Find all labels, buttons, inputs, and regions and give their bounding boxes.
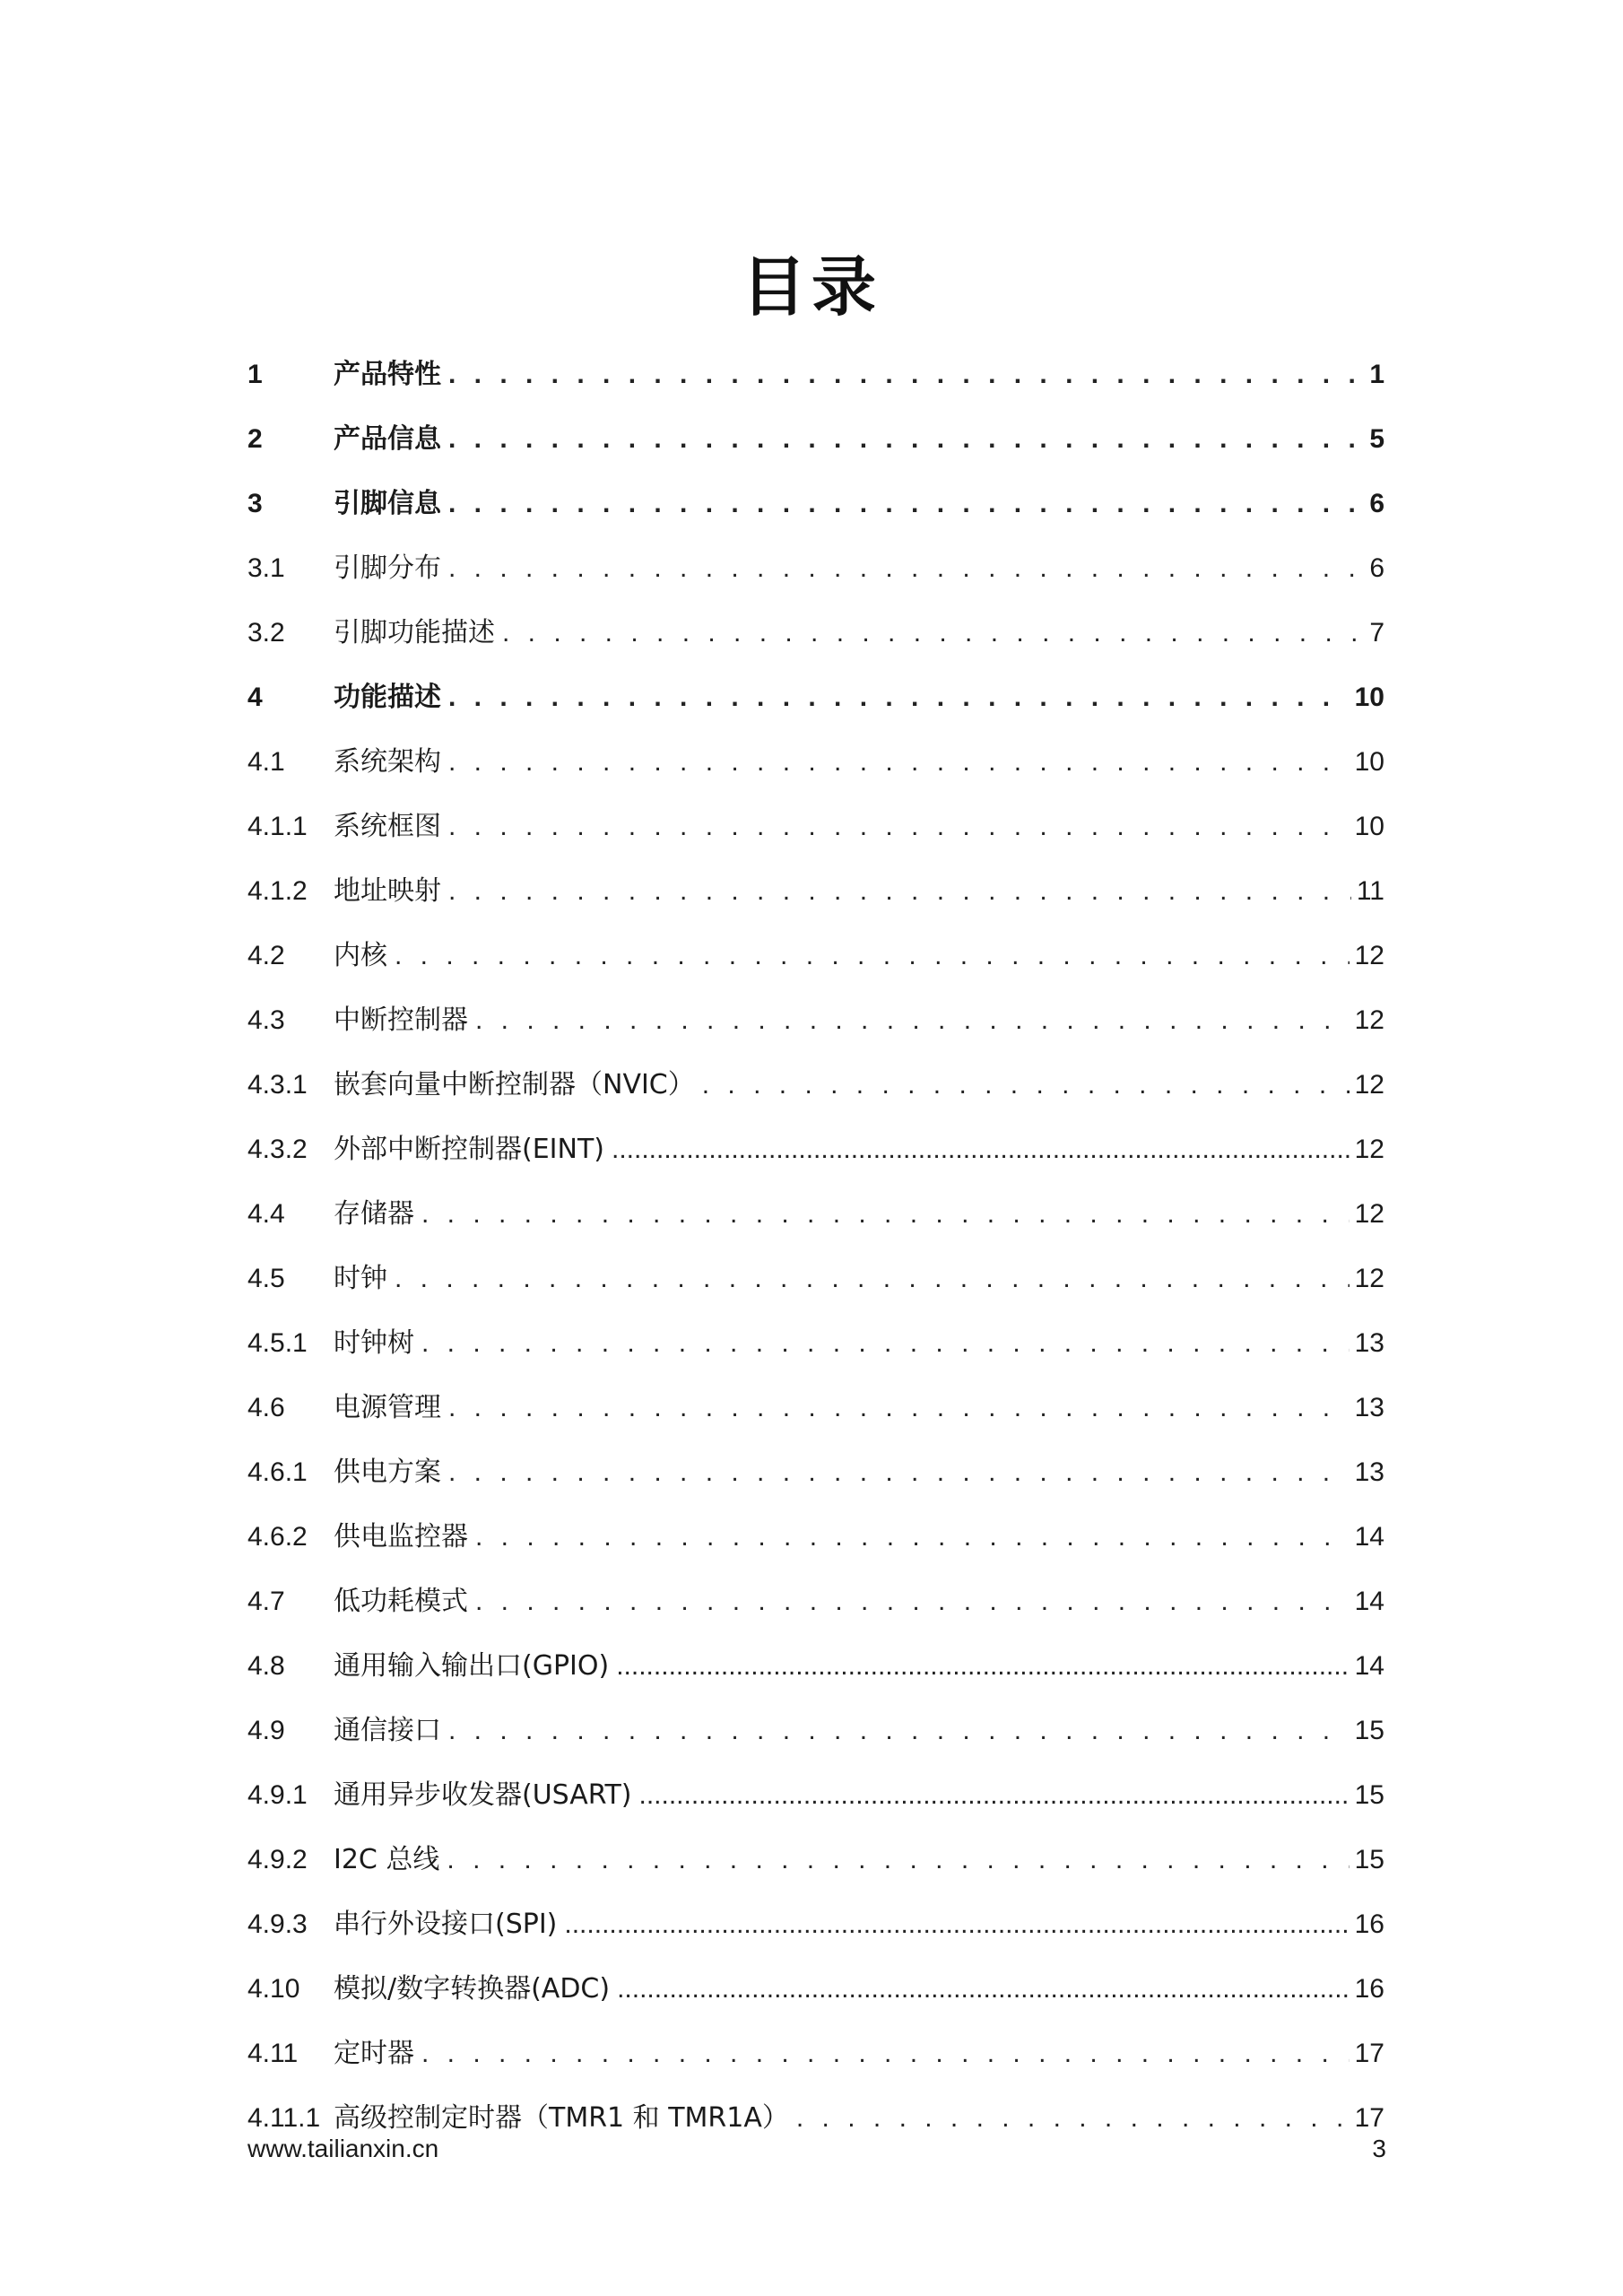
toc-entry-number: 4.5.1 bbox=[247, 1328, 308, 1358]
toc-entry-label: 串行外设接口(SPI) bbox=[334, 1909, 558, 1940]
toc-entry[interactable] bbox=[247, 1311, 1384, 1376]
toc-entry-number: 4.6.2 bbox=[247, 1522, 308, 1552]
footer-url: www.tailianxin.cn bbox=[247, 2135, 439, 2162]
toc-dot-leader bbox=[448, 536, 1364, 601]
toc-entry-label: 内核 bbox=[334, 940, 387, 971]
toc-entry[interactable] bbox=[247, 1828, 1384, 1892]
toc-entry-label: 系统框图 bbox=[334, 811, 441, 842]
toc-dot-leader bbox=[616, 1634, 1349, 1699]
toc-entry-label: 定时器 bbox=[334, 2038, 414, 2069]
toc-entry-label: 电源管理 bbox=[334, 1392, 441, 1423]
toc-entry-number: 4.11.1 bbox=[247, 2103, 321, 2133]
toc-dot-leader bbox=[421, 1182, 1350, 1247]
toc-dot-leader bbox=[395, 924, 1350, 988]
toc-entry-label: 通信接口 bbox=[334, 1715, 441, 1746]
toc-entry-page: 12 bbox=[1354, 941, 1384, 970]
toc-entry[interactable] bbox=[247, 1892, 1384, 1957]
toc-entry[interactable] bbox=[247, 1247, 1384, 1311]
toc-entry-label: 产品信息 bbox=[334, 423, 441, 455]
toc-entry-page: 12 bbox=[1354, 1005, 1384, 1035]
toc-entry-number: 3.1 bbox=[247, 553, 285, 583]
toc-entry-label: 引脚分布 bbox=[334, 552, 441, 584]
toc-entry-page: 10 bbox=[1354, 683, 1384, 712]
page-title: 目录 bbox=[741, 249, 881, 325]
toc-entry-page: 5 bbox=[1369, 424, 1384, 454]
toc-entry-number: 4.7 bbox=[247, 1587, 285, 1616]
toc-entry-number: 4.10 bbox=[247, 1974, 300, 2004]
toc-entry[interactable] bbox=[247, 1376, 1384, 1440]
toc-dot-leader bbox=[421, 1311, 1350, 1376]
toc-dot-leader bbox=[617, 1957, 1350, 2022]
toc-entry[interactable] bbox=[247, 859, 1384, 924]
toc-entry-number: 1 bbox=[247, 360, 263, 389]
toc-entry-page: 12 bbox=[1354, 1070, 1384, 1100]
toc-dot-leader bbox=[448, 665, 1350, 730]
toc-entry-page: 14 bbox=[1354, 1651, 1384, 1681]
toc-entry-page: 15 bbox=[1354, 1780, 1384, 1810]
toc-entry-number: 3.2 bbox=[247, 618, 285, 648]
toc-entry[interactable] bbox=[247, 601, 1384, 665]
toc-entry-number: 4.3.2 bbox=[247, 1135, 308, 1164]
table-of-contents bbox=[247, 343, 1384, 2151]
toc-entry-label: 高级控制定时器（TMR1 和 TMR1A） bbox=[334, 2102, 789, 2134]
toc-entry-page: 16 bbox=[1354, 1909, 1384, 1939]
toc-entry-page: 14 bbox=[1354, 1522, 1384, 1552]
toc-dot-leader bbox=[448, 730, 1350, 795]
toc-entry-page: 11 bbox=[1356, 876, 1384, 906]
toc-entry[interactable] bbox=[247, 795, 1384, 859]
toc-entry-label: 功能描述 bbox=[334, 682, 441, 713]
toc-entry-label: 产品特性 bbox=[334, 359, 441, 390]
toc-dot-leader bbox=[448, 407, 1364, 472]
toc-entry[interactable] bbox=[247, 407, 1384, 472]
toc-entry-page: 12 bbox=[1354, 1199, 1384, 1229]
toc-entry-label: 时钟树 bbox=[334, 1327, 414, 1359]
toc-entry[interactable] bbox=[247, 343, 1384, 407]
toc-entry-label: 供电方案 bbox=[334, 1457, 441, 1488]
toc-entry-number: 4.6.1 bbox=[247, 1457, 308, 1487]
toc-entry-page: 10 bbox=[1354, 747, 1384, 777]
toc-dot-leader bbox=[448, 795, 1350, 859]
toc-entry-label: 外部中断控制器(EINT) bbox=[334, 1134, 604, 1165]
toc-entry-page: 12 bbox=[1354, 1264, 1384, 1293]
toc-dot-leader bbox=[448, 1699, 1350, 1763]
toc-entry-label: 存储器 bbox=[334, 1198, 414, 1230]
toc-entry-page: 13 bbox=[1354, 1328, 1384, 1358]
toc-entry-label: 通用异步收发器(USART) bbox=[334, 1779, 632, 1811]
toc-dot-leader bbox=[448, 1376, 1350, 1440]
toc-entry-number: 4.9.1 bbox=[247, 1780, 308, 1810]
toc-entry-label: 系统架构 bbox=[334, 746, 441, 778]
toc-dot-leader bbox=[395, 1247, 1350, 1311]
toc-entry[interactable] bbox=[247, 1634, 1384, 1699]
toc-entry[interactable] bbox=[247, 1957, 1384, 2022]
toc-entry[interactable] bbox=[247, 924, 1384, 988]
toc-dot-leader bbox=[502, 601, 1364, 665]
toc-dot-leader bbox=[448, 472, 1364, 536]
toc-entry[interactable] bbox=[247, 1699, 1384, 1763]
toc-entry-number: 2 bbox=[247, 424, 263, 454]
toc-entry-label: 时钟 bbox=[334, 1263, 387, 1294]
toc-entry[interactable] bbox=[247, 472, 1384, 536]
toc-entry[interactable] bbox=[247, 1505, 1384, 1570]
toc-entry-number: 4.1.2 bbox=[247, 876, 308, 906]
toc-dot-leader bbox=[448, 1440, 1350, 1505]
toc-entry-page: 7 bbox=[1369, 618, 1384, 648]
toc-entry-number: 4.8 bbox=[247, 1651, 285, 1681]
toc-entry-page: 1 bbox=[1369, 360, 1384, 389]
toc-entry[interactable] bbox=[247, 1182, 1384, 1247]
toc-entry[interactable] bbox=[247, 1763, 1384, 1828]
toc-dot-leader bbox=[475, 988, 1350, 1053]
toc-entry-number: 4.6 bbox=[247, 1393, 285, 1422]
toc-dot-leader bbox=[448, 859, 1351, 924]
toc-dot-leader bbox=[564, 1892, 1349, 1957]
toc-dot-leader bbox=[475, 1570, 1350, 1634]
toc-dot-leader bbox=[475, 1505, 1350, 1570]
toc-dot-leader bbox=[796, 2086, 1350, 2151]
toc-entry-page: 6 bbox=[1369, 489, 1384, 518]
toc-entry-label: 嵌套向量中断控制器（NVIC） bbox=[334, 1069, 695, 1100]
toc-dot-leader bbox=[447, 1828, 1349, 1892]
toc-entry-label: 低功耗模式 bbox=[334, 1586, 468, 1617]
toc-entry[interactable] bbox=[247, 2022, 1384, 2086]
toc-entry-page: 17 bbox=[1354, 2103, 1384, 2133]
toc-dot-leader bbox=[702, 1053, 1350, 1118]
toc-entry-label: 引脚信息 bbox=[334, 488, 441, 519]
toc-entry-number: 4.9.3 bbox=[247, 1909, 308, 1939]
toc-entry-label: 地址映射 bbox=[334, 875, 441, 907]
toc-entry-number: 4.1 bbox=[247, 747, 285, 777]
toc-entry-page: 13 bbox=[1354, 1393, 1384, 1422]
toc-entry-number: 4.3 bbox=[247, 1005, 285, 1035]
toc-entry[interactable] bbox=[247, 988, 1384, 1053]
toc-entry-number: 4.1.1 bbox=[247, 812, 308, 841]
toc-entry-label: 供电监控器 bbox=[334, 1521, 468, 1552]
toc-entry[interactable] bbox=[247, 730, 1384, 795]
toc-entry-number: 4.4 bbox=[247, 1199, 285, 1229]
footer-page-number: 3 bbox=[1372, 2135, 1386, 2162]
toc-entry-label: 模拟/数字转换器(ADC) bbox=[334, 1973, 611, 2005]
toc-entry-number: 4.11 bbox=[247, 2039, 299, 2068]
toc-entry[interactable] bbox=[247, 1053, 1384, 1118]
toc-entry-page: 15 bbox=[1354, 1845, 1384, 1874]
toc-entry[interactable] bbox=[247, 536, 1384, 601]
toc-entry-number: 3 bbox=[247, 489, 263, 518]
toc-entry-page: 17 bbox=[1354, 2039, 1384, 2068]
toc-dot-leader bbox=[638, 1763, 1349, 1828]
toc-entry-page: 12 bbox=[1354, 1135, 1384, 1164]
toc-entry-label: 中断控制器 bbox=[334, 1004, 468, 1036]
toc-entry-number: 4.9 bbox=[247, 1716, 285, 1745]
toc-entry-label: 引脚功能描述 bbox=[334, 617, 495, 648]
toc-entry-number: 4.2 bbox=[247, 941, 285, 970]
toc-entry-number: 4.9.2 bbox=[247, 1845, 308, 1874]
toc-dot-leader bbox=[612, 1118, 1350, 1182]
toc-entry-page: 14 bbox=[1354, 1587, 1384, 1616]
toc-entry[interactable] bbox=[247, 665, 1384, 730]
toc-entry-label: I2C 总线 bbox=[334, 1844, 440, 1875]
toc-entry[interactable] bbox=[247, 1440, 1384, 1505]
toc-entry-label: 通用输入输出口(GPIO) bbox=[334, 1650, 610, 1682]
toc-entry-page: 15 bbox=[1354, 1716, 1384, 1745]
toc-entry-number: 4.3.1 bbox=[247, 1070, 308, 1100]
toc-entry-page: 6 bbox=[1369, 553, 1384, 583]
toc-dot-leader bbox=[448, 343, 1364, 407]
toc-entry-number: 4.5 bbox=[247, 1264, 285, 1293]
toc-entry-page: 13 bbox=[1354, 1457, 1384, 1487]
toc-entry[interactable] bbox=[247, 1118, 1384, 1182]
toc-entry-number: 4 bbox=[247, 683, 263, 712]
toc-entry-page: 16 bbox=[1354, 1974, 1384, 2004]
toc-entry-page: 10 bbox=[1354, 812, 1384, 841]
toc-entry[interactable] bbox=[247, 1570, 1384, 1634]
toc-dot-leader bbox=[421, 2022, 1350, 2086]
